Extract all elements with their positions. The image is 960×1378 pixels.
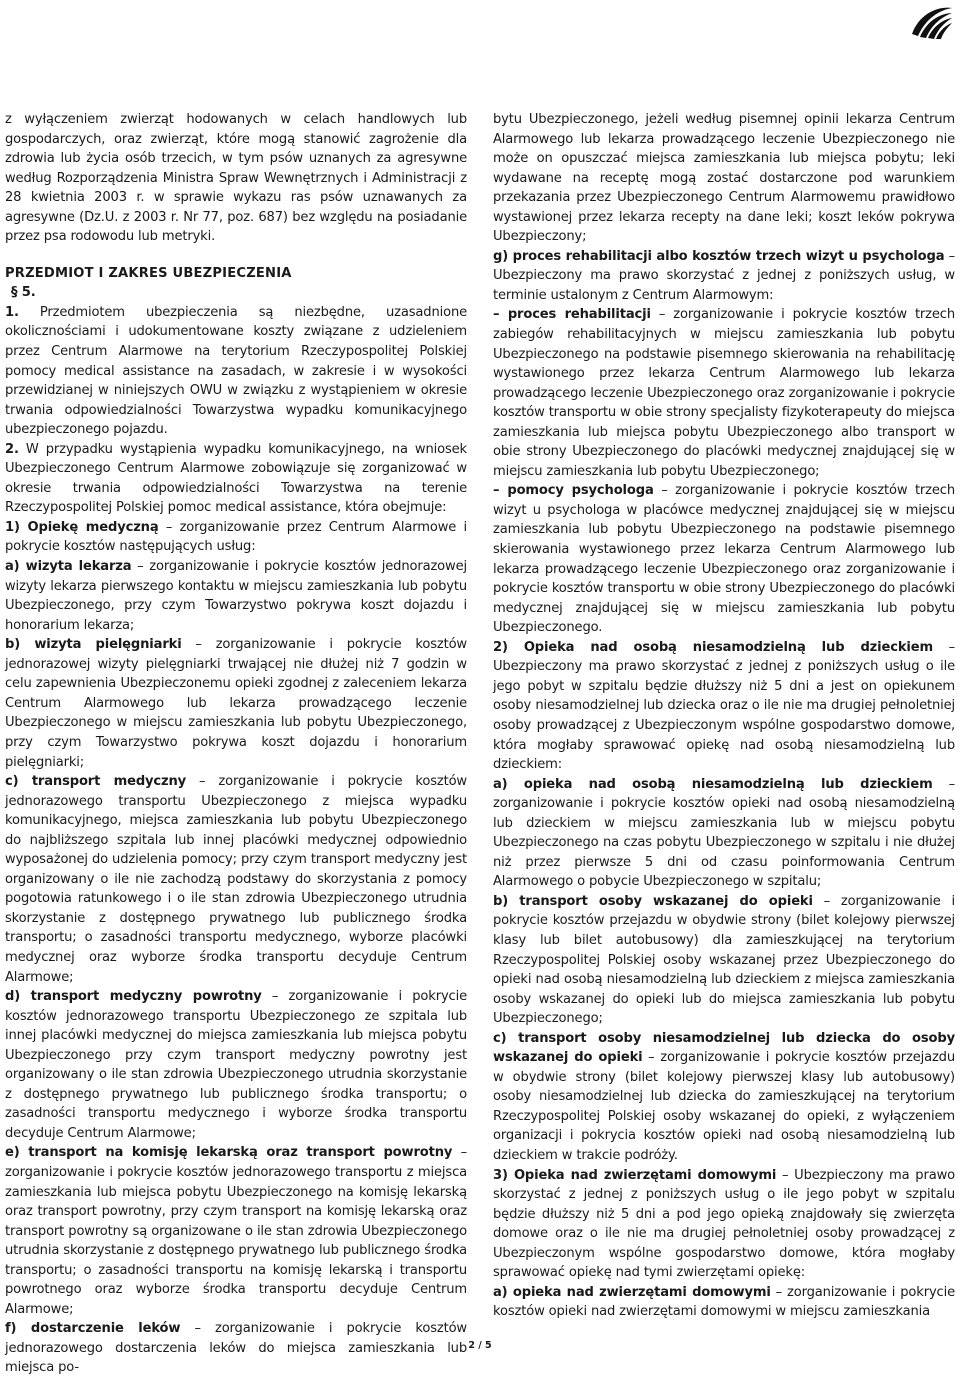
item-f-dostarczenie-lekow: f) dostarczenie leków – zorganizowanie i pokrycie kosztów jednorazowego dostarczenia leków do miejsca zamieszkania lub miejsca po- <box>5 1321 467 1376</box>
paragraph-2: 2. W przypadku wystąpienia wypadku komunikacyjnego, na wniosek Ubezpieczonego Centrum Alarmowe zobowiązuje się zorganizować w okresie trwania odpowiedzialności Towarzystwa na terenie Rzeczypospolitej Polskiej pomoc medical assistance, która obejmuje: <box>5 441 467 516</box>
paragraph-1: 1. Przedmiotem ubezpieczenia są niezbędne, uzasadnione okolicznościami i udokumentowane koszty związane z udzieleniem przez Centrum Alarmowe na terytorium Rzeczypospolitej Polskiej pomocy medical assistance na zasadach, w zakresie i w wysokości przewidzianej w niniejszych OWU w związku z wystąpieniem w okresie trwania odpowiedzialności Towarzystwa wypadku komunikacyjnego ubezpieczonego pojazdu. <box>5 304 467 438</box>
section-number: § 5. <box>11 285 36 301</box>
page-number: 2 / 5 <box>468 1340 492 1351</box>
item-pomoc-psychologa: – pomocy psychologa – zorganizowanie i pokrycie kosztów trzech wizyt u psychologa w placówce medycznej znajdującej się w miejscu zamieszkania lub pobytu Ubezpieczonego na podstawie pisemnego skierowania wystawionego przez lekarza Centrum Alarmowego lub lekarza prowadzącego leczenie Ubezpieczonego oraz zorganizowanie i pokrycie kosztów transportu w obie strony Ubezpieczonego do placówki medycznej znajdującej się w miejscu zamieszkania lub pobytu Ubezpieczonego. <box>493 483 955 636</box>
right-column <box>493 110 955 1322</box>
section-heading: PRZEDMIOT I ZAKRES UBEZPIECZENIA <box>5 265 292 281</box>
item-2a-opieka: a) opieka nad osobą niesamodzielną lub dzieckiem – zorganizowanie i pokrycie kosztów opieki nad osobą niesamodzielną lub dzieckiem w miejscu zamieszkania lub w miejscu pobytu Ubezpieczonego na czas pobytu Ubezpieczonego w szpitalu i nie dłużej niż przez pierwsze 5 dni od czasu poinformowania Centrum Alarmowego o pobycie Ubezpieczonego w szpitalu; <box>493 776 955 890</box>
item-proces-rehabilitacji: – proces rehabilitacji – zorganizowanie i pokrycie kosztów trzech zabiegów rehabilitacyjnych w miejscu zamieszkania lub pobytu Ubezpieczonego na podstawie pisemnego skierowania na rehabilitację wystawionego przez lekarza Centrum Alarmowego lub lekarza prowadzącego leczenie Ubezpieczonego oraz zorganizowanie i pokrycie kosztów transportu w obie strony specjalisty fizykoterapeuty do miejsca zamieszkania lub miejsca pobytu Ubezpieczonego albo transport w obie strony Ubezpieczonego do placówki medycznej znajdującej się w miejscu zamieszkania lub pobytu Ubezpieczonego; <box>493 307 955 479</box>
swoosh-logo-icon <box>910 4 954 40</box>
item-d-transport-powrotny: d) transport medyczny powrotny – zorganizowanie i pokrycie kosztów jednorazowego transportu Ubezpieczonego ze szpitala lub innej placówki medycznej do miejsca zamieszkania lub miejsca pobytu Ubezpieczonego przy czym transport medyczny powrotny jest organizowany o ile stan zdrowia Ubezpieczonego utrudnia skorzystanie z dostępnego prywatnego lub publicznego środka transportu; o zasadności transportu medycznego i wyborze środka transportu decyduje Centrum Alarmowe; <box>5 989 467 1141</box>
item-3-opieka-nad-zwierzetami: 3) Opieka nad zwierzętami domowymi – Ubezpieczony ma prawo skorzystać z jednej z poniższych usług o ile jego pobyt w szpitalu będzie dłuższy niż 5 dni a pod jego opieką znajdowały się zwierzęta domowe oraz o ile nie ma drugiej pełnoletniej osoby prowadzącej z Ubezpieczonym wspólne gospodarstwo domowe, która mogłaby sprawować opiekę nad tymi zwierzętami opiekę: <box>493 1167 955 1281</box>
item-2b-transport-osoby: b) transport osoby wskazanej do opieki – zorganizowanie i pokrycie kosztów przejazdu w obydwie strony (bilet kolejowy pierwszej klasy lub bilet autobusowy) dla zamieszkującej na terytorium Rzeczypospolitej Polskiej osoby wskazanej przez Ubezpieczonego do opieki nad osobą niesamodzielną lub dzieckiem z miejsca zamieszkania osoby wskazanej do opieki lub do miejsca zamieszkania lub pobytu Ubezpieczonego; <box>493 893 955 1027</box>
item-b-wizyta-pielegniarki: b) wizyta pielęgniarki – zorganizowanie i pokrycie kosztów jednorazowej wizyty pielęgniarki trwającej nie dłużej niż 7 godzin w celu zapewnienia Ubezpieczonemu opieki zgodnej z zaleceniem lekarza Centrum Alarmowego lub lekarza prowadzącego leczenie Ubezpieczonego w miejscu zamieszkania lub pobytu Ubezpieczonego, przy czym Towarzystwo pokrywa koszt dojazdu i honorarium pielęgniarki; <box>5 637 467 770</box>
item-2-opieka-nad-osoba: 2) Opieka nad osobą niesamodzielną lub dzieckiem – Ubezpieczony ma prawo skorzystać z jednej z poniższych usług o ile jego pobyt w szpitalu będzie dłuższy niż 5 dni a jest on opiekunem osoby niesamodzielnej lub dziecka oraz o ile nie ma drugiej pełnoletniej osoby prowadzącej z Ubezpieczonym wspólne gospodarstwo domowe, która mogłaby sprawować opiekę nad osobą niesamodzielną lub dzieckiem: <box>493 639 955 773</box>
item-g-rehabilitacja: g) proces rehabilitacji albo kosztów trzech wizyt u psychologa – Ubezpieczony ma prawo skorzystać z jednej z poniższych usług, w terminie ustalonym z Centrum Alarmowym: <box>493 248 955 303</box>
intro-paragraph: z wyłączeniem zwierząt hodowanych w celach handlowych lub gospodarczych, oraz zwierząt, które mogą stanowić zagrożenie dla zdrowia lub życia osób trzecich, w tym psów uznanych za agresywne według Rozporządzenia Ministra Spraw Wewnętrznych i Administracji z 28 kwietnia 2003 r. w sprawie wykazu ras psów uznawanych za agresywne (Dz.U. z 2003 r. Nr 77, poz. 687) bez względu na posiadanie przez psa rodowodu lub metryki. <box>5 112 467 245</box>
item-3a-opieka-zwierzeta: a) opieka nad zwierzętami domowymi – zorganizowanie i pokrycie kosztów opieki nad zwierzętami domowymi w miejscu zamieszkania <box>493 1284 956 1320</box>
item-e-komisja-lekarska: e) transport na komisję lekarską oraz transport powrotny – zorganizowanie i pokrycie kosztów jednorazowego transportu z miejsca zamieszkania lub miejsca pobytu Ubezpieczonego na komisję lekarską oraz transport powrotny, przy czym transport na komisję lekarską oraz transport powrotny są organizowane o ile stan zdrowia Ubezpieczonego utrudnia skorzystanie z dostępnego prywatnego lub publicznego środka transportu; o zasadności transportu na komisję lekarską i transportu powrotnego oraz wyborze środka transportu decyduje Centrum Alarmowe; <box>5 1145 467 1317</box>
continued-paragraph: bytu Ubezpieczonego, jeżeli według pisemnej opinii lekarza Centrum Alarmowego lub lekarza prowadzącego leczenie Ubezpieczonego nie może on opuszczać miejsca zamieszkania lub miejsca pobytu; leki wydawane na receptę mogą zostać dostarczone pod warunkiem przekazania przez Ubezpieczonego Centrum Alarmowemu prawidłowo wystawionej przez lekarza recepty na dane leki; koszt leków pokrywa Ubezpieczony; <box>493 112 955 245</box>
item-a-wizyta-lekarza: a) wizyta lekarza – zorganizowanie i pokrycie kosztów jednorazowej wizyty lekarza pierwszego kontaktu w miejscu zamieszkania lub pobytu Ubezpieczonego, przy czym Towarzystwo pokrywa koszt dojazdu i honorarium lekarza; <box>5 559 467 633</box>
item-2c-transport-niesamodzielnej: c) transport osoby niesamodzielnej lub dziecka do osoby wskazanej do opieki – zorganizowanie i pokrycie kosztów przejazdu w obydwie strony (bilet kolejowy pierwszej klasy lub autobusowy) osoby niesamodzielnej lub dziecka do zamieszkującej na terytorium Rzeczypospolitej Polskiej osoby wskazanej do opieki, z wyłączeniem organizacji i pokrycia kosztów opieki nad osobą niesamodzielną lub dzieckiem w trakcie podróży. <box>493 1030 955 1163</box>
item-opieka-medyczna: 1) Opiekę medyczną – zorganizowanie przez Centrum Alarmowe i pokrycie kosztów następujących usług: <box>5 519 467 555</box>
item-c-transport-medyczny: c) transport medyczny – zorganizowanie i pokrycie kosztów jednorazowego transportu Ubezpieczonego z miejsca wypadku komunikacyjnego, miejsca zamieszkania lub pobytu Ubezpieczonego do najbliższego szpitala lub innej placówki medycznej odpowiednio wyposażonej do udzielenia pomocy; przy czym transport medyczny jest organizowany o ile nie zachodzą podstawy do skorzystania z pomocy pogotowia ratunkowego i o ile stan zdrowia Ubezpieczonego utrudnia skorzystanie z dostępnego prywatnego lub publicznego środka transportu; o zasadności transportu medycznego, wyborze placówki medycznej oraz wyborze środka transportu decyduje Centrum Alarmowe; <box>5 774 467 985</box>
left-column <box>5 110 467 1378</box>
